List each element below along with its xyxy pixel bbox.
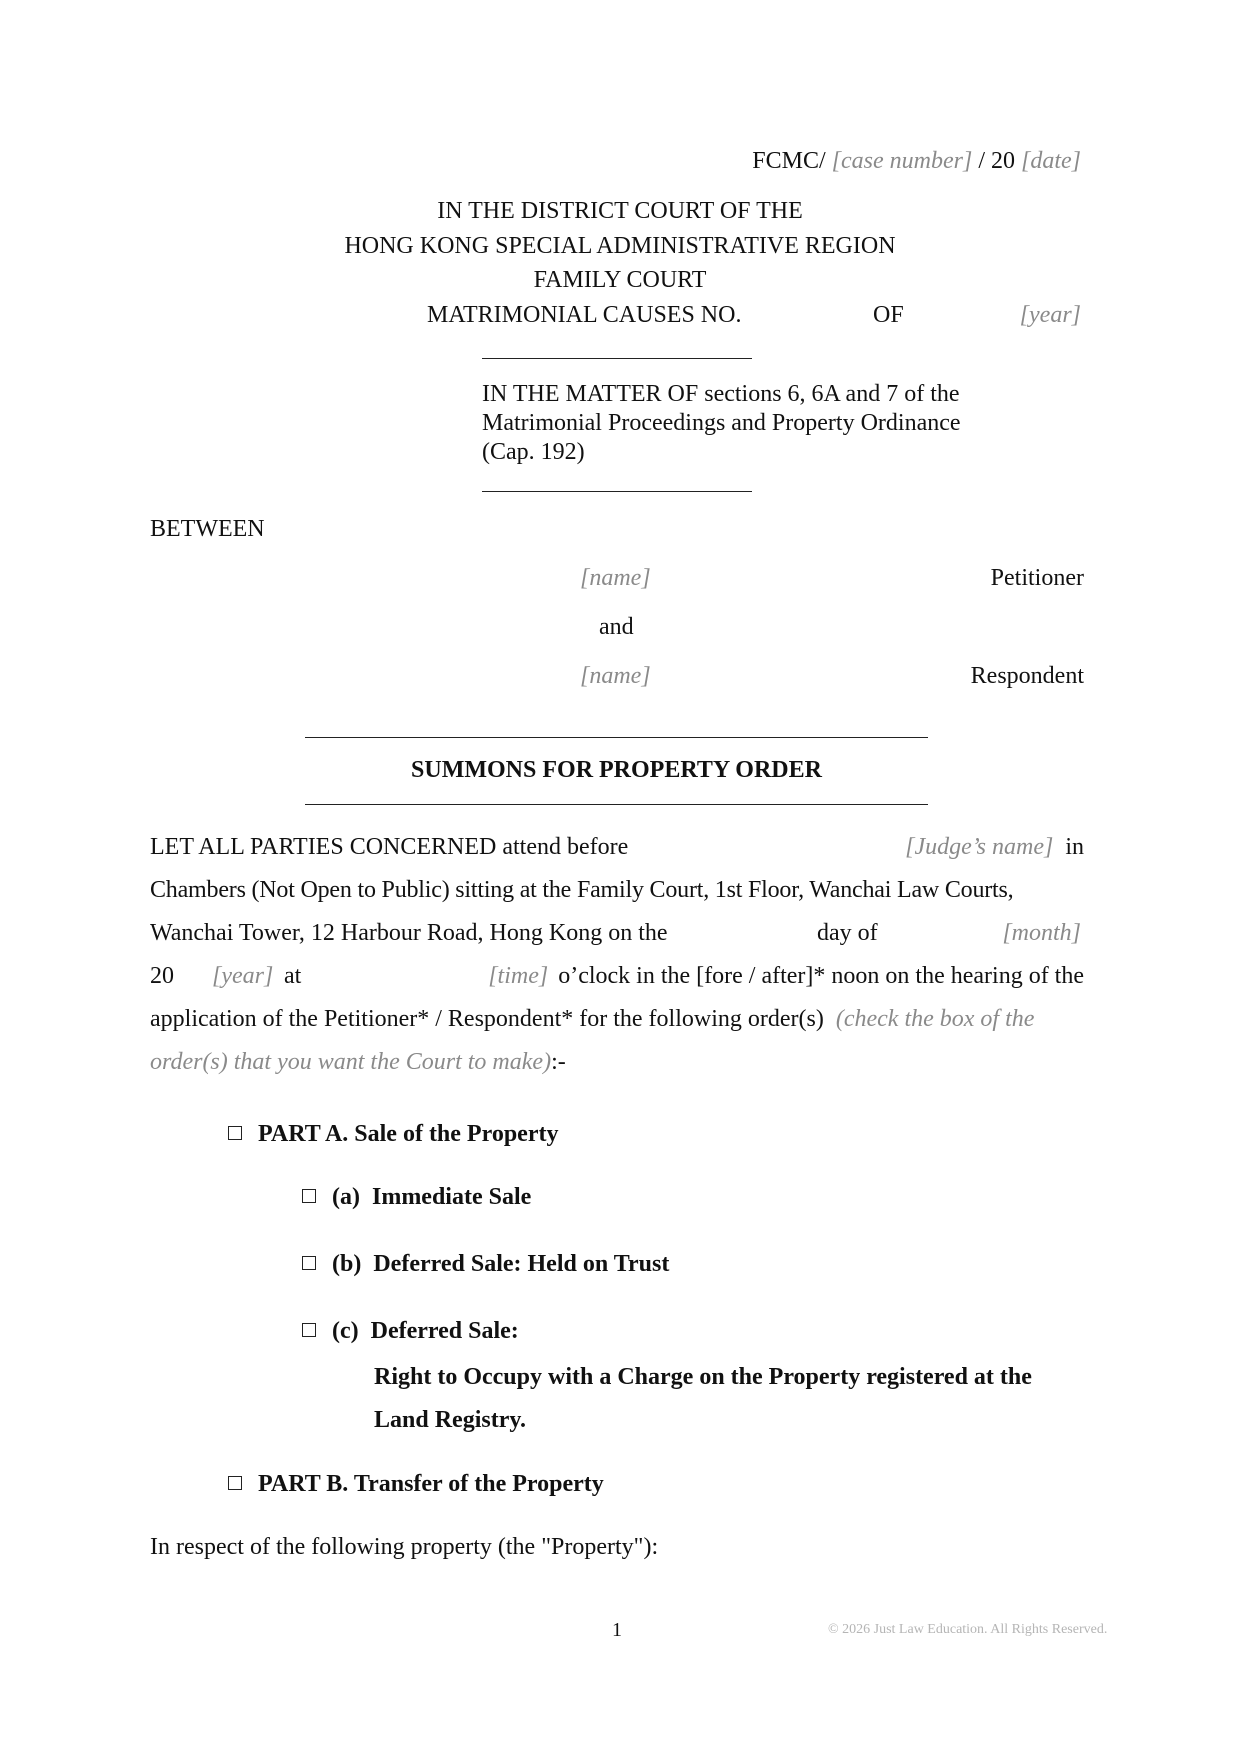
body-line4-20: 20 <box>150 963 174 989</box>
body-line5-text: application of the Petitioner* / Respondent* for the following order(s) <box>150 1006 824 1032</box>
option-c-letter: (c) <box>332 1318 359 1344</box>
option-b-checkbox[interactable] <box>302 1256 316 1270</box>
matrimonial-causes-label: MATRIMONIAL CAUSES NO. <box>427 302 742 328</box>
body-line5 <box>150 1006 1034 1033</box>
petitioner-name-placeholder[interactable]: [name] <box>580 565 651 591</box>
option-a[interactable] <box>302 1184 531 1211</box>
check-box-hint-start: (check the box of the <box>835 1006 1035 1032</box>
option-b[interactable] <box>302 1251 669 1278</box>
document-title: SUMMONS FOR PROPERTY ORDER <box>411 757 822 783</box>
copyright-notice: © 2026 Just Law Education. All Rights Reserved. <box>828 1622 1108 1637</box>
matter-line3: (Cap. 192) <box>482 439 585 465</box>
petitioner-label: Petitioner <box>990 565 1084 591</box>
option-a-checkbox[interactable] <box>302 1189 316 1203</box>
page-number: 1 <box>612 1619 622 1641</box>
case-year-prefix: / 20 <box>978 148 1015 174</box>
body-line1-start: LET ALL PARTIES CONCERNED attend before <box>150 834 629 860</box>
respondent-name-placeholder[interactable]: [name] <box>580 663 651 689</box>
option-b-letter: (b) <box>332 1251 362 1277</box>
body-line2 <box>150 877 1084 904</box>
body-line6-end: :- <box>551 1049 566 1075</box>
body-day-of: day of <box>817 920 878 946</box>
matter-line2: Matrimonial Proceedings and Property Ordinance <box>482 410 961 436</box>
respondent-label: Respondent <box>970 663 1084 689</box>
body-line4-rest: o’clock in the [fore / after]* noon on the hearing of the <box>558 963 1084 989</box>
part-a-label: PART A. Sale of the Property <box>258 1121 559 1147</box>
part-b-option[interactable] <box>228 1471 604 1498</box>
body-line1-end <box>905 834 1084 861</box>
option-c-text: Deferred Sale: <box>370 1318 519 1344</box>
court-heading-line2: HONG KONG SPECIAL ADMINISTRATIVE REGION <box>344 233 896 259</box>
month-placeholder[interactable]: [month] <box>1002 920 1081 946</box>
time-placeholder[interactable]: [time] <box>488 963 549 989</box>
court-heading-line3: FAMILY COURT <box>533 267 707 293</box>
option-c-checkbox[interactable] <box>302 1323 316 1337</box>
case-prefix: FCMC/ <box>752 148 826 174</box>
body-in-word: in <box>1065 834 1084 860</box>
option-c-line3: Land Registry. <box>374 1407 527 1433</box>
between-label: BETWEEN <box>150 516 265 542</box>
of-label: OF <box>873 302 904 328</box>
property-respect-line: In respect of the following property (the "Property"): <box>150 1534 659 1560</box>
and-label: and <box>599 614 634 640</box>
option-b-text: Deferred Sale: Held on Trust <box>373 1251 670 1277</box>
case-number-placeholder[interactable]: [case number] <box>831 148 973 174</box>
option-a-text: Immediate Sale <box>371 1184 532 1210</box>
option-c-line2: Right to Occupy with a Charge on the Property registered at the <box>374 1364 1032 1390</box>
body-line6 <box>150 1049 566 1076</box>
case-reference <box>752 148 1081 175</box>
body-line2-text: Chambers (Not Open to Public) sitting at the Family Court, 1st Floor, Wanchai Law Courts, <box>150 877 1014 903</box>
option-c[interactable] <box>302 1318 519 1345</box>
matter-line1: IN THE MATTER OF sections 6, 6A and 7 of the <box>482 381 960 407</box>
matter-rule-bottom <box>482 491 752 492</box>
part-a-checkbox[interactable] <box>228 1126 242 1140</box>
judge-name-placeholder[interactable]: [Judge’s name] <box>905 834 1054 860</box>
matter-rule-top <box>482 358 752 359</box>
option-a-letter: (a) <box>332 1184 360 1210</box>
hearing-year-placeholder[interactable]: [year] <box>212 963 274 989</box>
body-line3-start: Wanchai Tower, 12 Harbour Road, Hong Kong on the <box>150 920 668 946</box>
case-date-placeholder[interactable]: [date] <box>1021 148 1081 174</box>
check-box-hint-end: order(s) that you want the Court to make) <box>150 1049 552 1075</box>
body-line4-end <box>488 963 1084 990</box>
title-rule-top <box>305 737 928 738</box>
part-a-option[interactable] <box>228 1121 558 1148</box>
part-b-checkbox[interactable] <box>228 1476 242 1490</box>
part-b-label: PART B. Transfer of the Property <box>258 1471 604 1497</box>
heading-year-placeholder[interactable]: [year] <box>1019 302 1081 328</box>
title-rule-bottom <box>305 804 928 805</box>
court-heading-line1: IN THE DISTRICT COURT OF THE <box>437 198 803 224</box>
body-at: at <box>284 963 302 989</box>
